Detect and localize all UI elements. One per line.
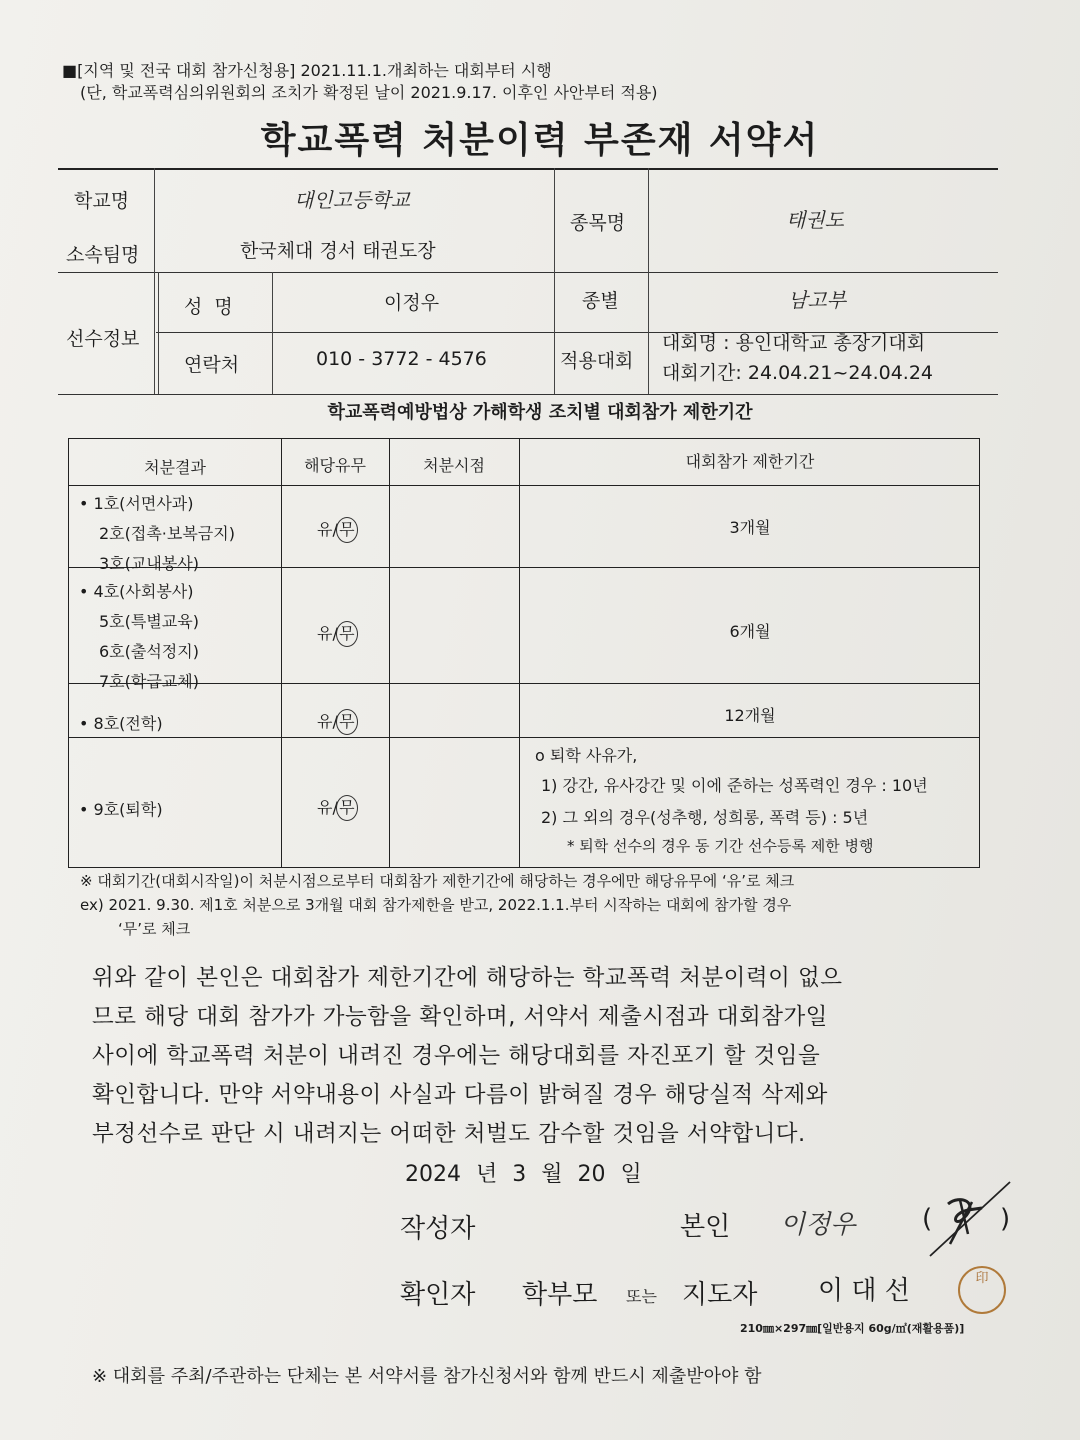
header-line-1: ■[지역 및 전국 대회 참가신청용] 2021.11.1.개최하는 대회부터 시행	[62, 61, 552, 80]
header-restriction-period: 대회참가 제한기간	[685, 452, 815, 471]
row2-applicable: 유/무	[317, 621, 358, 647]
self-name-handwritten: 이정우	[780, 1210, 856, 1240]
restriction-subtitle: 학교폭력예방법상 가해학생 조치별 대회참가 제한기간	[327, 402, 753, 423]
coach-seal: 印	[958, 1266, 1006, 1314]
competition-name: 대회명 : 용인대학교 총장기대회	[662, 332, 926, 354]
pledge-line-5: 부정선수로 판단 시 내려지는 어떠한 처벌도 감수할 것임을 서약합니다.	[92, 1121, 806, 1147]
team-value: 한국체대 경서 태권도장	[240, 240, 436, 262]
applied-competition-label: 적용대회	[560, 350, 634, 372]
school-value: 대인고등학교	[294, 188, 410, 212]
row3-applicable: 유/무	[317, 709, 358, 735]
competition-period: 대회기간: 24.04.21~24.04.24	[662, 362, 933, 384]
name-value: 이정우	[384, 292, 440, 314]
coach-label: 지도자	[682, 1280, 758, 1310]
header-result: 처분결과	[144, 458, 206, 477]
note-2: ex) 2021. 9.30. 제1호 처분으로 3개월 대회 참가제한을 받고, 2022.1.1.부터 시작하는 대회에 참가할 경우	[80, 896, 792, 914]
row2-item3: 6호(출석정지)	[99, 642, 199, 661]
document-title: 학교폭력 처분이력 부존재 서약서	[260, 120, 820, 161]
note-1: ※ 대회기간(대회시작일)이 처분시점으로부터 대회참가 제한기간에 해당하는 경우에만 해당유무에 ‘유’로 체크	[80, 872, 795, 890]
footer-note: ※ 대회를 주최/주관하는 단체는 본 서약서를 참가신청서와 함께 반드시 제출받아야 함	[92, 1366, 762, 1387]
pledge-line-4: 확인합니다. 만약 서약내용이 사실과 다름이 밝혀질 경우 해당실적 삭제와	[92, 1082, 828, 1108]
restriction-table	[68, 438, 980, 868]
header-disposition-date: 처분시점	[423, 456, 485, 475]
confirmer-label: 확인자	[400, 1280, 476, 1310]
row4-applicable: 유/무	[317, 795, 358, 821]
gender-value: 남고부	[788, 288, 846, 312]
row2-item4: 7호(학급교체)	[99, 672, 199, 691]
signature-paren-close: )	[1000, 1204, 1011, 1234]
header-applicable: 해당유무	[304, 456, 366, 475]
signature-paren-open: (	[922, 1204, 933, 1234]
row1-period: 3개월	[729, 518, 771, 537]
row2-period: 6개월	[729, 622, 771, 641]
name-label: 성 명	[184, 296, 233, 318]
note-3: ‘무’로 체크	[118, 920, 191, 938]
pledge-date: 2024 년 3 월 20 일	[405, 1162, 642, 1187]
row4-period-line3: 2) 그 외의 경우(성추행, 성희롱, 폭력 등) : 5년	[541, 808, 869, 827]
or-label: 또는	[626, 1287, 657, 1306]
row4-period-line1: o 퇴학 사유가,	[535, 746, 638, 765]
school-label: 학교명	[74, 190, 130, 212]
signature-mark	[920, 1174, 1020, 1264]
event-label: 종목명	[570, 212, 626, 234]
coach-name: 이 대 선	[818, 1276, 910, 1306]
row1-item2: 2호(접촉·보복금지)	[99, 524, 235, 543]
info-table	[58, 168, 998, 396]
row2-item2: 5호(특별교육)	[99, 612, 199, 631]
gender-label: 종별	[582, 290, 619, 312]
row4-period-line4: * 퇴학 선수의 경우 동 기간 선수등록 제한 병행	[567, 837, 874, 855]
team-label: 소속팀명	[66, 244, 140, 266]
row3-item1: • 8호(전학)	[79, 714, 163, 733]
row3-no-circled: 무	[336, 709, 358, 735]
row1-no-circled: 무	[336, 517, 358, 543]
header-line-2: (단, 학교폭력심의위원회의 조치가 확정된 날이 2021.9.17. 이후인 사안부터 적용)	[80, 83, 658, 102]
row4-period-line2: 1) 강간, 유사강간 및 이에 준하는 성폭력인 경우 : 10년	[541, 776, 928, 795]
row4-no-circled: 무	[336, 795, 358, 821]
contact-label: 연락처	[184, 354, 240, 376]
contact-value: 010 - 3772 - 4576	[316, 348, 487, 370]
row3-period: 12개월	[724, 706, 776, 725]
pledge-line-3: 사이에 학교폭력 처분이 내려진 경우에는 해당대회를 자진포기 할 것임을	[92, 1043, 821, 1069]
player-info-label: 선수정보	[66, 328, 140, 350]
self-label: 본인	[680, 1212, 731, 1242]
pledge-line-2: 므로 해당 대회 참가가 가능함을 확인하며, 서약서 제출시점과 대회참가일	[92, 1004, 828, 1030]
row4-item1: • 9호(퇴학)	[79, 800, 163, 819]
row1-applicable: 유/무	[317, 517, 358, 543]
parent-label: 학부모	[522, 1280, 598, 1310]
row1-item1: • 1호(서면사과)	[79, 494, 194, 513]
writer-label: 작성자	[400, 1214, 476, 1244]
row2-item1: • 4호(사회봉사)	[79, 582, 194, 601]
pledge-line-1: 위와 같이 본인은 대회참가 제한기간에 해당하는 학교폭력 처분이력이 없으	[92, 965, 843, 991]
paper-spec: 210㎜×297㎜[일반용지 60g/㎡(재활용품)]	[740, 1322, 965, 1335]
row1-item3: 3호(교내봉사)	[99, 554, 199, 573]
row2-no-circled: 무	[336, 621, 358, 647]
event-value: 태권도	[786, 208, 844, 232]
